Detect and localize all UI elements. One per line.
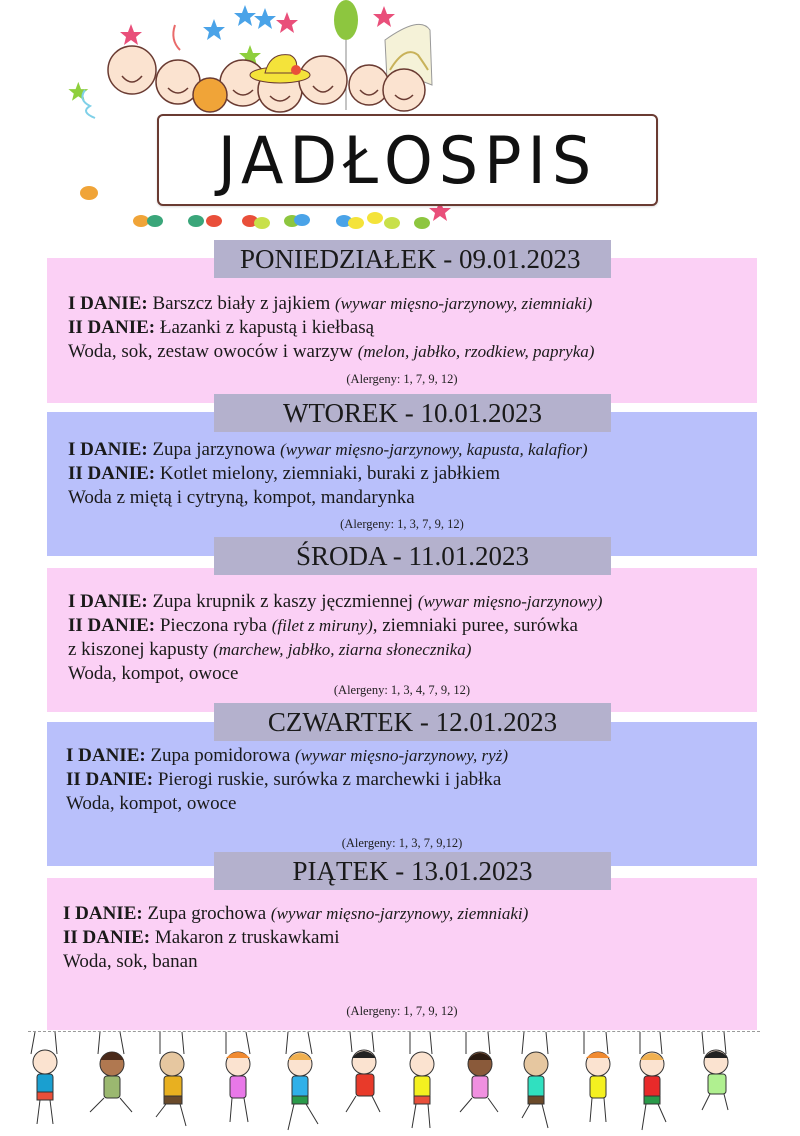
course-text: Woda, sok, banan xyxy=(63,951,198,972)
first-course xyxy=(68,590,757,614)
first-course xyxy=(68,438,757,462)
course-label: I DANIE: xyxy=(68,293,148,314)
course-label: II DANIE: xyxy=(63,927,151,948)
header-children-illustration xyxy=(0,0,800,232)
day-panel-thursday xyxy=(47,722,757,866)
second-course xyxy=(63,926,757,950)
course-text: Woda z miętą i cytryną, kompot, mandarynka xyxy=(68,487,415,508)
day-header-tuesday: WTOREK - 10.01.2023 xyxy=(214,394,611,432)
drinks-extras xyxy=(68,486,757,510)
course-note: (melon, jabłko, rzodkiew, papryka) xyxy=(357,342,595,361)
course-label: II DANIE: xyxy=(68,463,156,484)
drinks-extras xyxy=(63,950,757,974)
course-note: (wywar mięsno-jarzynowy) xyxy=(417,592,603,611)
allergens: (Alergeny: 1, 7, 9, 12) xyxy=(346,1004,458,1018)
course-label: I DANIE: xyxy=(63,903,143,924)
course-note: (marchew, jabłko, ziarna słonecznika) xyxy=(213,640,472,659)
menu-lines xyxy=(47,438,757,510)
day-panel-tuesday xyxy=(47,412,757,556)
day-header-thursday: CZWARTEK - 12.01.2023 xyxy=(214,703,611,741)
course-text: Pierogi ruskie, surówka z marchewki i jabłka xyxy=(153,769,502,790)
course-label: I DANIE: xyxy=(66,745,146,766)
day-header-friday: PIĄTEK - 13.01.2023 xyxy=(214,852,611,890)
course-text: Woda, kompot, owoce xyxy=(66,793,237,814)
course-text: Zupa jarzynowa xyxy=(147,439,281,460)
course-text: z kiszonej kapusty xyxy=(68,639,214,660)
day-header-wednesday: ŚRODA - 11.01.2023 xyxy=(214,537,611,575)
first-course xyxy=(63,902,757,926)
course-note: (wywar mięsno-jarzynowy, ziemniaki) xyxy=(335,294,593,313)
drinks-extras xyxy=(66,792,757,816)
footer-children-illustration xyxy=(0,1032,800,1132)
course-note: (wywar mięsno-jarzynowy, ziemniaki) xyxy=(270,904,529,923)
allergens: (Alergeny: 1, 7, 9, 12) xyxy=(346,372,458,386)
title-sign xyxy=(157,114,658,206)
course-text: Woda, sok, zestaw owoców i warzyw xyxy=(68,341,358,362)
menu-lines xyxy=(47,902,757,974)
drinks-extras xyxy=(68,340,757,364)
day-panel-friday xyxy=(47,878,757,1030)
menu-lines xyxy=(47,744,757,816)
page-title: JADŁOSPIS xyxy=(217,121,598,199)
course-label: II DANIE: xyxy=(68,317,156,338)
allergens: (Alergeny: 1, 3, 4, 7, 9, 12) xyxy=(333,683,471,697)
second-course xyxy=(68,462,757,486)
course-label: II DANIE: xyxy=(66,769,154,790)
menu-lines xyxy=(47,590,757,686)
second-course xyxy=(66,768,757,792)
second-course xyxy=(68,614,757,638)
course-note: (filet z miruny) xyxy=(271,616,373,635)
course-text: Zupa krupnik z kaszy jęczmiennej xyxy=(147,591,418,612)
course-label: I DANIE: xyxy=(68,591,148,612)
day-panel-monday xyxy=(47,258,757,403)
course-text: Kotlet mielony, ziemniaki, buraki z jabłkiem xyxy=(155,463,501,484)
second-course-continued xyxy=(68,638,757,662)
allergens: (Alergeny: 1, 3, 7, 9, 12) xyxy=(340,517,464,531)
allergens: (Alergeny: 1, 3, 7, 9,12) xyxy=(341,836,463,850)
course-text: , ziemniaki puree, surówka xyxy=(372,615,578,636)
course-label: II DANIE: xyxy=(68,615,156,636)
children-hanging-icon xyxy=(0,1032,800,1132)
course-text: Barszcz biały z jajkiem xyxy=(147,293,335,314)
course-text: Makaron z truskawkami xyxy=(150,927,340,948)
menu-lines xyxy=(47,292,757,364)
course-note: (wywar mięsno-jarzynowy, kapusta, kalafior) xyxy=(280,440,588,459)
course-text: Pieczona ryba xyxy=(155,615,272,636)
course-text: Woda, kompot, owoce xyxy=(68,663,239,684)
course-text: Zupa grochowa xyxy=(142,903,271,924)
course-text: Zupa pomidorowa xyxy=(145,745,296,766)
day-header-monday: PONIEDZIAŁEK - 09.01.2023 xyxy=(214,240,611,278)
course-label: I DANIE: xyxy=(68,439,148,460)
course-text: Łazanki z kapustą i kiełbasą xyxy=(155,317,375,338)
day-panel-wednesday xyxy=(47,568,757,712)
course-note: (wywar mięsno-jarzynowy, ryż) xyxy=(295,746,508,765)
second-course xyxy=(68,316,757,340)
first-course xyxy=(68,292,757,316)
first-course xyxy=(66,744,757,768)
